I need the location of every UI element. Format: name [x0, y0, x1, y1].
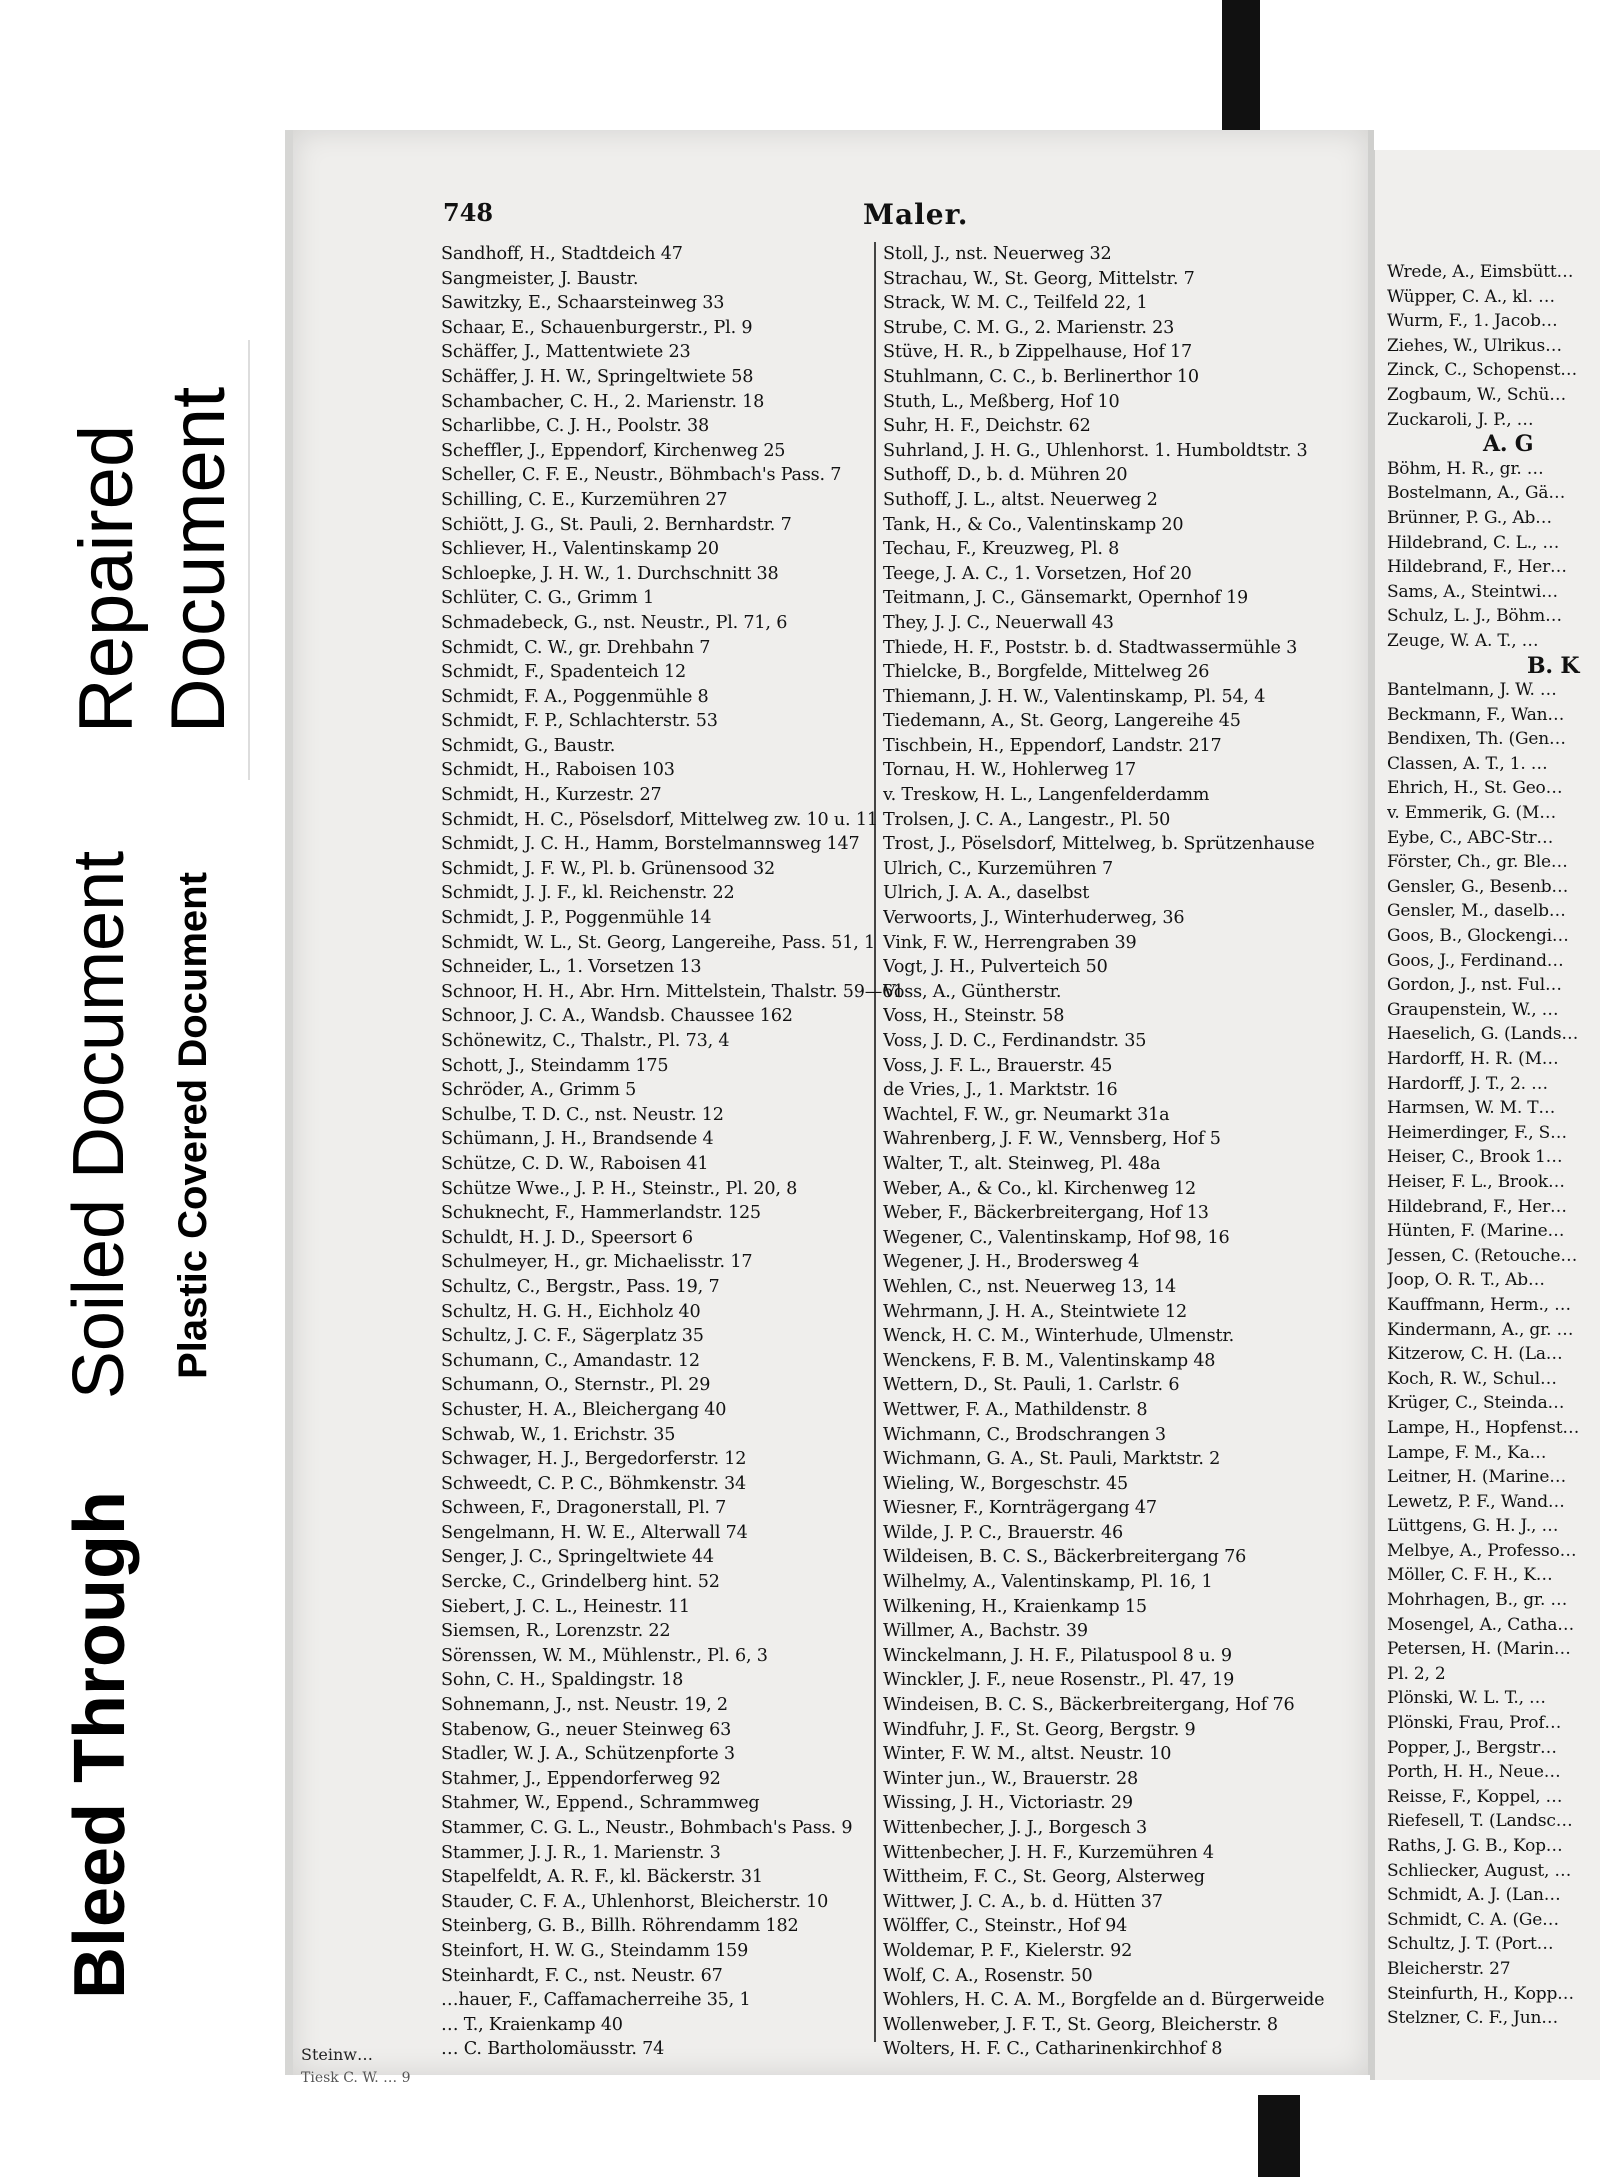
directory-entry: Stoll, J., nst. Neuerweg 32 [883, 244, 1112, 264]
directory-entry: Bleicherstr. 27 [1387, 1958, 1511, 1979]
directory-entry: Heimerdinger, F., S… [1387, 1122, 1567, 1143]
directory-entry: Schröder, A., Grimm 5 [441, 1080, 637, 1101]
directory-entry: de Vries, J., 1. Marktstr. 16 [883, 1080, 1118, 1101]
directory-entry: Wehlen, C., nst. Neuerweg 13, 14 [883, 1276, 1177, 1297]
directory-entry: Haeselich, G. (Lands… [1387, 1024, 1579, 1045]
directory-entry: Sörenssen, W. M., Mühlenstr., Pl. 6, 3 [441, 1645, 768, 1666]
directory-entry: Sercke, C., Grindelberg hint. 52 [441, 1572, 720, 1593]
directory-entry: Strachau, W., St. Georg, Mittelstr. 7 [883, 268, 1195, 289]
directory-entry: Steinfort, H. W. G., Steindamm 159 [441, 1940, 749, 1961]
directory-entry: Petersen, H. (Marin… [1387, 1639, 1571, 1660]
directory-entry: Wiesner, F., Kornträgergang 47 [883, 1498, 1157, 1519]
directory-entry: Stammer, J. J. R., 1. Marienstr. 3 [441, 1842, 721, 1863]
directory-entry: Hünten, F. (Marine… [1387, 1221, 1565, 1242]
directory-entry: Schulbe, T. D. C., nst. Neustr. 12 [441, 1104, 724, 1125]
directory-entry: Riefesell, T. (Landsc… [1387, 1811, 1573, 1832]
directory-entry: Graupenstein, W., … [1387, 999, 1559, 1020]
directory-entry: Heiser, F. L., Brook… [1387, 1171, 1565, 1192]
directory-entry: Wissing, J. H., Victoriastr. 29 [883, 1793, 1133, 1814]
directory-entry: Schmidt, C. W., gr. Drehbahn 7 [441, 637, 711, 658]
directory-entry: Lewetz, P. F., Wand… [1387, 1491, 1565, 1512]
directory-entry: Schönewitz, C., Thalstr., Pl. 73, 4 [441, 1031, 730, 1051]
directory-entry: Schmadebeck, G., nst. Neustr., Pl. 71, 6 [441, 612, 788, 633]
directory-entry: Schumann, O., Sternstr., Pl. 29 [441, 1375, 711, 1396]
page-title: Maler. [863, 198, 969, 231]
directory-entry: Wölffer, C., Steinstr., Hof 94 [883, 1916, 1128, 1937]
directory-entry: Schuster, H. A., Bleichergang 40 [441, 1399, 727, 1420]
directory-entry: Voss, J. D. C., Ferdinandstr. 35 [883, 1031, 1147, 1051]
directory-entry: Schultz, C., Bergstr., Pass. 19, 7 [441, 1276, 720, 1297]
directory-entry: Förster, Ch., gr. Ble… [1387, 852, 1568, 873]
directory-entry: Tank, H., & Co., Valentinskamp 20 [883, 514, 1184, 535]
directory-entry: Schumann, C., Amandastr. 12 [441, 1350, 700, 1371]
page-number: 748 [443, 198, 494, 227]
directory-entry: Schütze Wwe., J. P. H., Steinstr., Pl. 20, 8 [441, 1178, 798, 1199]
directory-entry: Steinberg, G. B., Billh. Röhrendamm 182 [441, 1916, 799, 1937]
directory-entry: Hildebrand, C. L., … [1387, 532, 1560, 553]
directory-entry: Schmidt, F. A., Poggenmühle 8 [441, 686, 709, 707]
directory-entry: Tischbein, H., Eppendorf, Landstr. 217 [883, 735, 1222, 756]
directory-entry: Schott, J., Steindamm 175 [441, 1055, 669, 1076]
directory-entry: Willmer, A., Bachstr. 39 [883, 1621, 1088, 1642]
directory-entry: Lampe, H., Hopfenst… [1387, 1417, 1580, 1438]
directory-entry: Schmidt, F., Spadenteich 12 [441, 662, 686, 683]
bleed-through-label [52, 1440, 147, 2050]
directory-entry: Strube, C. M. G., 2. Marienstr. 23 [883, 317, 1175, 338]
directory-entry: Schliecker, August, … [1387, 1860, 1572, 1881]
directory-entry: Schweedt, C. P. C., Böhmkenstr. 34 [441, 1473, 747, 1494]
repaired-document-label [58, 340, 250, 780]
directory-entry: Wieling, W., Borgeschstr. 45 [883, 1473, 1128, 1494]
directory-entry: Schmidt, J. P., Poggenmühle 14 [441, 908, 712, 929]
directory-entry: Stammer, C. G. L., Neustr., Bohmbach's Pass. 9 [441, 1818, 853, 1838]
plastic-covered-document-label [148, 820, 238, 1430]
directory-entry: Bostelmann, A., Gä… [1387, 483, 1566, 504]
directory-entry: Steinfurth, H., Kopp… [1387, 1983, 1574, 2004]
directory-entry: Harmsen, W. M. T… [1387, 1098, 1556, 1119]
directory-entry: Schäffer, J. H. W., Springeltwiete 58 [441, 366, 754, 387]
directory-entry: Wichmann, C., Brodschrangen 3 [883, 1424, 1166, 1445]
directory-entry: Wittwer, J. C. A., b. d. Hütten 37 [883, 1891, 1163, 1912]
directory-entry: Wettwer, F. A., Mathildenstr. 8 [883, 1399, 1148, 1420]
directory-entry: Stelzner, C. F., Jun… [1387, 2008, 1559, 2029]
directory-entry: Plönski, Frau, Prof… [1387, 1713, 1562, 1734]
directory-entry: Wurm, F., 1. Jacob… [1387, 311, 1558, 332]
directory-entry: Stapelfeldt, A. R. F., kl. Bäckerstr. 31 [441, 1867, 763, 1888]
directory-entry: Zuckaroli, J. P., … [1387, 409, 1534, 430]
directory-entry: Wohlers, H. C. A. M., Borgfelde an d. Bürgerweide [883, 1990, 1325, 2011]
directory-entry: Lampe, F. M., Ka… [1387, 1442, 1547, 1463]
directory-entry: Stahmer, J., Eppendorferweg 92 [441, 1768, 721, 1789]
directory-entry: Eybe, C., ABC-Str… [1387, 827, 1554, 848]
directory-entry: Jessen, C. (Retouche… [1387, 1245, 1578, 1266]
directory-entry: Raths, J. G. B., Kop… [1387, 1836, 1563, 1856]
directory-entry: They, J. J. C., Neuerwall 43 [883, 612, 1114, 633]
directory-entry: Kitzerow, C. H. (La… [1387, 1344, 1563, 1365]
directory-entry: Reisse, F., Koppel, … [1387, 1786, 1563, 1807]
directory-entry: Thielcke, B., Borgfelde, Mittelweg 26 [883, 662, 1210, 683]
directory-entry: Winckelmann, J. H. F., Pilatuspool 8 u. 9 [883, 1645, 1232, 1666]
directory-entry: Goos, J., Ferdinand… [1387, 950, 1564, 971]
directory-entry: Stüve, H. R., b Zippelhause, Hof 17 [883, 342, 1193, 363]
directory-entry: Wilde, J. P. C., Brauerstr. 46 [883, 1522, 1123, 1543]
directory-entry: Wildeisen, B. C. S., Bäckerbreitergang 76 [883, 1547, 1247, 1568]
directory-entry: Bantelmann, J. W. … [1387, 680, 1557, 701]
directory-entry: Suthoff, D., b. d. Mühren 20 [883, 465, 1128, 486]
directory-entry: Stadler, W. J. A., Schützenpforte 3 [441, 1744, 735, 1765]
directory-entry: Wegener, J. H., Brodersweg 4 [883, 1252, 1140, 1273]
directory-entry: Wrede, A., Eimsbütt… [1387, 262, 1574, 282]
directory-entry: Wehrmann, J. H. A., Steintwiete 12 [883, 1301, 1188, 1322]
directory-entry: Windeisen, B. C. S., Bäckerbreitergang, Hof 76 [883, 1695, 1295, 1716]
directory-entry: Ulrich, C., Kurzemühren 7 [883, 858, 1113, 879]
directory-entry: Zeuge, W. A. T., … [1387, 630, 1539, 651]
directory-entry: Voss, A., Güntherstr. [883, 981, 1062, 1002]
directory-entry: Schäffer, J., Mattentwiete 23 [441, 342, 691, 363]
directory-entry: … C. Bartholomäusstr. 74 [441, 2039, 665, 2060]
directory-entry: Techau, F., Kreuzweg, Pl. 8 [883, 539, 1120, 560]
directory-entry: Suhrland, J. H. G., Uhlenhorst. 1. Humboldtstr. 3 [883, 440, 1308, 461]
directory-entry: Schneider, L., 1. Vorsetzen 13 [441, 957, 702, 978]
directory-entry: Stuhlmann, C. C., b. Berlinerthor 10 [883, 366, 1199, 387]
directory-entry: Schiött, J. G., St. Pauli, 2. Bernhardstr. 7 [441, 514, 792, 535]
directory-entry: Plönski, W. L. T., … [1387, 1688, 1546, 1709]
directory-entry: Ehrich, H., St. Geo… [1387, 778, 1563, 799]
directory-entry: … T., Kraienkamp 40 [441, 2014, 623, 2035]
directory-entry: Kindermann, A., gr. … [1387, 1319, 1574, 1340]
directory-entry: Schwab, W., 1. Erichstr. 35 [441, 1424, 676, 1445]
directory-entry: Windfuhr, J. F., St. Georg, Bergstr. 9 [883, 1719, 1196, 1740]
directory-entry: Schümann, J. H., Brandsende 4 [441, 1129, 714, 1150]
directory-entry: Lüttgens, G. H. J., … [1387, 1516, 1559, 1537]
bottom-footnote-2: Tiesk C. W. … 9 [301, 2070, 411, 2086]
directory-entry: …hauer, F., Caffamacherreihe 35, 1 [441, 1990, 751, 2011]
directory-entry: Schlüter, C. G., Grimm 1 [441, 588, 655, 609]
section-heading: A. G [1483, 432, 1534, 457]
directory-entry: Vink, F. W., Herrengraben 39 [883, 932, 1137, 953]
directory-entry: Vogt, J. H., Pulverteich 50 [883, 957, 1108, 978]
directory-entry: Voss, H., Steinstr. 58 [883, 1006, 1065, 1027]
directory-entry: Gordon, J., nst. Ful… [1387, 975, 1562, 996]
directory-entry: Brünner, P. G., Ab… [1387, 507, 1552, 528]
directory-entry: Wahrenberg, J. F. W., Vennsberg, Hof 5 [883, 1129, 1221, 1150]
directory-entry: Stuth, L., Meßberg, Hof 10 [883, 391, 1120, 412]
directory-entry: Schultz, J. T. (Port… [1387, 1934, 1554, 1955]
directory-entry: Böhm, H. R., gr. … [1387, 458, 1544, 479]
soiled-document-text: Soiled Document [59, 850, 140, 1400]
directory-entry: Woldemar, P. F., Kielerstr. 92 [883, 1940, 1133, 1961]
right-column [883, 242, 1378, 2062]
directory-entry: Wolters, H. F. C., Catharinenkirchhof 8 [883, 2039, 1223, 2060]
repaired-document-text: Repaired Document [64, 386, 242, 734]
bottom-footnote: Steinw… [301, 2045, 373, 2064]
directory-entry: Joop, O. R. T., Ab… [1387, 1270, 1545, 1291]
directory-entry: Hardorff, H. R. (M… [1387, 1049, 1559, 1069]
directory-entry: Scheller, C. F. E., Neustr., Böhmbach's Pass. 7 [441, 465, 842, 486]
directory-entry: Tiedemann, A., St. Georg, Langereihe 45 [883, 711, 1241, 732]
directory-entry: Sams, A., Steintwi… [1387, 581, 1558, 602]
directory-entry: Kauffmann, Herm., … [1387, 1294, 1571, 1315]
directory-entry: Zogbaum, W., Schü… [1387, 384, 1567, 405]
directory-entry: Tornau, H. W., Hohlerweg 17 [883, 760, 1137, 781]
directory-entry: Bendixen, Th. (Gen… [1387, 729, 1566, 750]
directory-entry: Hildebrand, F., Her… [1387, 1196, 1567, 1217]
directory-entry: Wittenbecher, J. H. F., Kurzemühren 4 [883, 1842, 1214, 1863]
directory-entry: Senger, J. C., Springeltwiete 44 [441, 1547, 714, 1568]
directory-entry: Schmidt, A. J. (Lan… [1387, 1885, 1561, 1906]
adjacent-page-entries [1387, 260, 1600, 2031]
directory-entry: Teitmann, J. C., Gänsemarkt, Opernhof 19 [883, 588, 1249, 609]
directory-entry: Heiser, C., Brook 1… [1387, 1147, 1563, 1168]
directory-entry: Suthoff, J. L., altst. Neuerweg 2 [883, 489, 1158, 510]
directory-entry: Scharlibbe, C. J. H., Poolstr. 38 [441, 416, 710, 437]
directory-entry: Scheffler, J., Eppendorf, Kirchenweg 25 [441, 440, 786, 461]
directory-entry: Steinhardt, F. C., nst. Neustr. 67 [441, 1965, 723, 1986]
directory-entry: Ziehes, W., Ulrikus… [1387, 335, 1562, 356]
directory-entry: Trolsen, J. C. A., Langestr., Pl. 50 [883, 809, 1171, 830]
directory-entry: Wollenweber, J. F. T., St. Georg, Bleicherstr. 8 [883, 2014, 1278, 2035]
plastic-covered-document-text: Plastic Covered Document [170, 871, 215, 1379]
directory-entry: Schambacher, C. H., 2. Marienstr. 18 [441, 391, 765, 412]
directory-entry: Wachtel, F. W., gr. Neumarkt 31a [883, 1104, 1170, 1125]
directory-entry: Koch, R. W., Schul… [1387, 1368, 1557, 1389]
directory-entry: Weber, F., Bäckerbreitergang, Hof 13 [883, 1203, 1209, 1224]
directory-entry: Winckler, J. F., neue Rosenstr., Pl. 47, 19 [883, 1670, 1235, 1691]
directory-entry: Sangmeister, J. Baustr. [441, 268, 639, 289]
directory-entry: Schmidt, G., Baustr. [441, 735, 616, 756]
directory-entry: Schmidt, H., Kurzestr. 27 [441, 785, 662, 806]
directory-entry: Stahmer, W., Eppend., Schrammweg [441, 1793, 760, 1814]
directory-entry: Schmidt, J. J. F., kl. Reichenstr. 22 [441, 883, 735, 904]
directory-entry: Walter, T., alt. Steinweg, Pl. 48a [883, 1153, 1161, 1174]
directory-entry: Schilling, C. E., Kurzemühren 27 [441, 489, 728, 510]
directory-entry: Schmidt, H., Raboisen 103 [441, 760, 675, 781]
directory-entry: Schütze, C. D. W., Raboisen 41 [441, 1153, 709, 1174]
directory-entry: Suhr, H. F., Deichstr. 62 [883, 416, 1091, 437]
directory-entry: Leitner, H. (Marine… [1387, 1467, 1567, 1488]
directory-entry: Schmidt, J. C. H., Hamm, Borstelmannsweg 147 [441, 834, 860, 855]
directory-entry: Schliever, H., Valentinskamp 20 [441, 539, 719, 560]
directory-entry: Schuldt, H. J. D., Speersort 6 [441, 1227, 693, 1248]
directory-entry: Sandhoff, H., Stadtdeich 47 [441, 244, 683, 264]
directory-entry: Schween, F., Dragonerstall, Pl. 7 [441, 1498, 727, 1519]
adjacent-page [1370, 150, 1600, 2080]
top-tape-strip [1222, 0, 1260, 135]
bottom-tape-strip [1258, 2095, 1300, 2177]
directory-entry: Siemsen, R., Lorenzstr. 22 [441, 1621, 671, 1642]
directory-entry: v. Emmerik, G. (M… [1387, 803, 1556, 824]
directory-entry: Wüpper, C. A., kl. … [1387, 286, 1555, 307]
directory-entry: Trost, J., Pöselsdorf, Mittelweg, b. Sprützenhause [883, 834, 1315, 855]
directory-entry: Voss, J. F. L., Brauerstr. 45 [883, 1055, 1113, 1076]
directory-entry: Schloepke, J. H. W., 1. Durchschnitt 38 [441, 563, 779, 584]
directory-entry: Zinck, C., Schopenst… [1387, 360, 1578, 381]
bleed-through-text: Bleed Through [59, 1491, 140, 1999]
directory-entry: Schultz, H. G. H., Eichholz 40 [441, 1301, 701, 1322]
directory-entry: Hildebrand, F., Her… [1387, 557, 1567, 578]
directory-entry: Winter jun., W., Brauerstr. 28 [883, 1768, 1139, 1789]
directory-entry: Sawitzky, E., Schaarsteinweg 33 [441, 293, 725, 314]
directory-entry: Schnoor, H. H., Abr. Hrn. Mittelstein, Thalstr. 59—61 [441, 981, 905, 1002]
directory-entry: Sohn, C. H., Spaldingstr. 18 [441, 1670, 684, 1691]
directory-entry: Mosengel, A., Catha… [1387, 1614, 1575, 1635]
directory-entry: Beckmann, F., Wan… [1387, 704, 1565, 725]
directory-entry: Ulrich, J. A. A., daselbst [883, 883, 1090, 904]
directory-entry: Schmidt, W. L., St. Georg, Langereihe, Pass. 51, 1 [441, 932, 876, 953]
directory-entry: Schulz, L. J., Böhm… [1387, 606, 1562, 627]
directory-entry: Winter, F. W. M., altst. Neustr. 10 [883, 1744, 1172, 1765]
directory-entry: Verwoorts, J., Winterhuderweg, 36 [883, 908, 1185, 929]
directory-entry: Wenckens, F. B. M., Valentinskamp 48 [883, 1350, 1216, 1371]
directory-entry: Gensler, M., daselb… [1387, 901, 1566, 922]
directory-entry: Möller, C. F. H., K… [1387, 1565, 1553, 1586]
directory-entry: Schultz, J. C. F., Sägerplatz 35 [441, 1326, 704, 1347]
directory-entry: Schaar, E., Schauenburgerstr., Pl. 9 [441, 317, 753, 338]
directory-entry: Wegener, C., Valentinskamp, Hof 98, 16 [883, 1227, 1230, 1248]
directory-entry: Schmidt, C. A. (Ge… [1387, 1909, 1559, 1930]
scanned-page [285, 130, 1374, 2086]
directory-entry: Sohnemann, J., nst. Neustr. 19, 2 [441, 1695, 728, 1716]
directory-entry: Wolf, C. A., Rosenstr. 50 [883, 1965, 1093, 1986]
directory-entry: Schmidt, F. P., Schlachterstr. 53 [441, 711, 718, 732]
directory-entry: Teege, J. A. C., 1. Vorsetzen, Hof 20 [883, 563, 1192, 584]
directory-entry: Thiede, H. F., Poststr. b. d. Stadtwassermühle 3 [883, 637, 1298, 658]
directory-entry: Hardorff, J. T., 2. … [1387, 1073, 1548, 1094]
directory-entry: Krüger, C., Steinda… [1387, 1393, 1565, 1414]
directory-entry: Wichmann, G. A., St. Pauli, Marktstr. 2 [883, 1449, 1221, 1470]
directory-entry: Schwager, H. J., Bergedorferstr. 12 [441, 1449, 747, 1470]
directory-entry: Wittheim, F. C., St. Georg, Alsterweg [883, 1867, 1205, 1888]
directory-entry: Porth, H. H., Neue… [1387, 1762, 1561, 1783]
directory-entry: Gensler, G., Besenb… [1387, 876, 1569, 897]
directory-entry: v. Treskow, H. L., Langenfelderdamm [883, 785, 1210, 806]
directory-entry: Wettern, D., St. Pauli, 1. Carlstr. 6 [883, 1375, 1180, 1396]
directory-entry: Wenck, H. C. M., Winterhude, Ulmenstr. [883, 1326, 1235, 1347]
directory-entry: Popper, J., Bergstr… [1387, 1737, 1557, 1758]
directory-entry: Goos, B., Glockengi… [1387, 926, 1569, 947]
directory-entry: Schuknecht, F., Hammerlandstr. 125 [441, 1203, 761, 1224]
directory-entry: Thiemann, J. H. W., Valentinskamp, Pl. 54, 4 [883, 686, 1266, 707]
directory-entry: Weber, A., & Co., kl. Kirchenweg 12 [883, 1178, 1196, 1199]
directory-entry: Schulmeyer, H., gr. Michaelisstr. 17 [441, 1252, 753, 1273]
directory-entry: Wilhelmy, A., Valentinskamp, Pl. 16, 1 [883, 1572, 1213, 1593]
directory-entry: Pl. 2, 2 [1387, 1663, 1446, 1684]
directory-entry: Sengelmann, H. W. E., Alterwall 74 [441, 1522, 748, 1543]
section-heading: B. K [1527, 653, 1580, 679]
directory-entry: Classen, A. T., 1. … [1387, 753, 1548, 774]
directory-entry: Wittenbecher, J. J., Borgesch 3 [883, 1818, 1147, 1838]
directory-entry: Siebert, J. C. L., Heinestr. 11 [441, 1596, 690, 1617]
directory-entry: Mohrhagen, B., gr. … [1387, 1590, 1568, 1611]
directory-entry: Stabenow, G., neuer Steinweg 63 [441, 1719, 732, 1740]
soiled-document-label [52, 810, 147, 1440]
directory-entry: Wilkening, H., Kraienkamp 15 [883, 1596, 1147, 1617]
directory-entry: Schnoor, J. C. A., Wandsb. Chaussee 162 [441, 1006, 793, 1027]
directory-entry: Strack, W. M. C., Teilfeld 22, 1 [883, 293, 1148, 314]
directory-entry: Schmidt, J. F. W., Pl. b. Grünensood 32 [441, 858, 775, 879]
directory-entry: Melbye, A., Professo… [1387, 1540, 1577, 1561]
directory-entry: Stauder, C. F. A., Uhlenhorst, Bleicherstr. 10 [441, 1891, 829, 1912]
directory-entry: Schmidt, H. C., Pöselsdorf, Mittelweg zw. 10 u. 11 [441, 809, 878, 830]
